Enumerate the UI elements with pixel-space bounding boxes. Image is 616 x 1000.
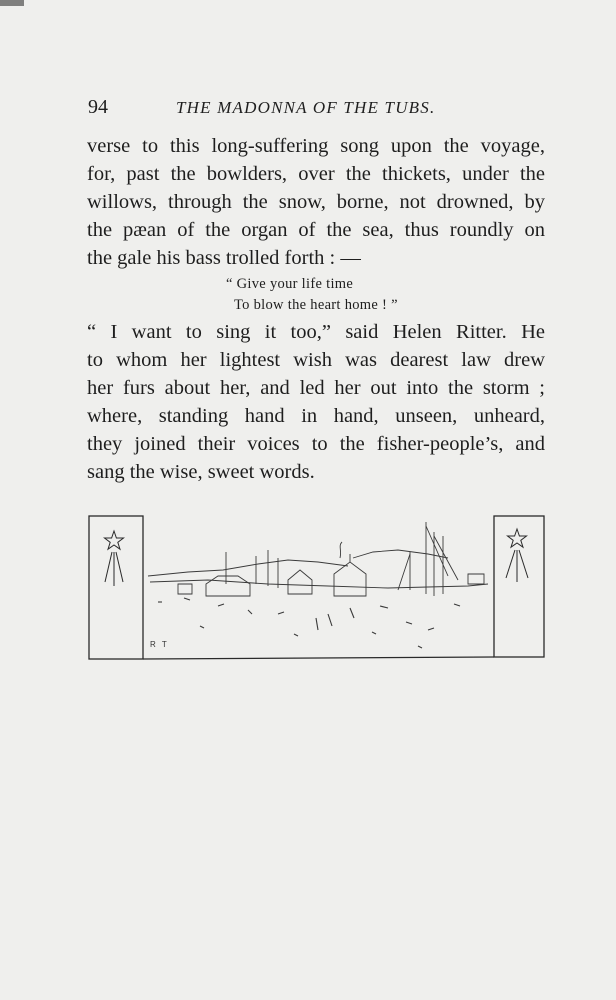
text-line: willows, through the snow, borne, not drowned, by (87, 191, 545, 213)
verse-line: To blow the heart home ! ” (234, 297, 398, 313)
snow-strokes (158, 598, 460, 648)
page-header (86, 96, 546, 122)
star-icon (105, 531, 124, 586)
page-number: 94 (88, 96, 108, 118)
harbor-sketch (148, 522, 488, 596)
text-line: verse to this long-suffering song upon the voyage, (87, 135, 545, 157)
text-line: sang the wise, sweet words. (87, 461, 315, 483)
text-line: “ I want to sing it too,” said Helen Ritter. He (87, 321, 545, 343)
text-line: they joined their voices to the fisher-people’s, and (87, 433, 545, 455)
text-line: for, past the bowlders, over the thickets, under the (87, 163, 545, 185)
right-panel-frame (494, 516, 544, 657)
text-line: where, standing hand in hand, unseen, unheard, (87, 405, 545, 427)
verse-line: “ Give your life time (226, 276, 354, 292)
scan-corner-mark (0, 0, 24, 6)
text-line: her furs about her, and led her out into the storm ; (87, 377, 545, 399)
star-icon (506, 529, 528, 582)
text-line: the pæan of the organ of the sea, thus roundly on (87, 219, 545, 241)
artist-initials: R T (150, 640, 169, 649)
ground-line (143, 657, 494, 659)
running-title: THE MADONNA OF THE TUBS. (176, 98, 436, 117)
harbor-illustration (88, 514, 546, 662)
text-line: to whom her lightest wish was dearest law drew (87, 349, 545, 371)
text-line: the gale his bass trolled forth : — (87, 247, 361, 269)
